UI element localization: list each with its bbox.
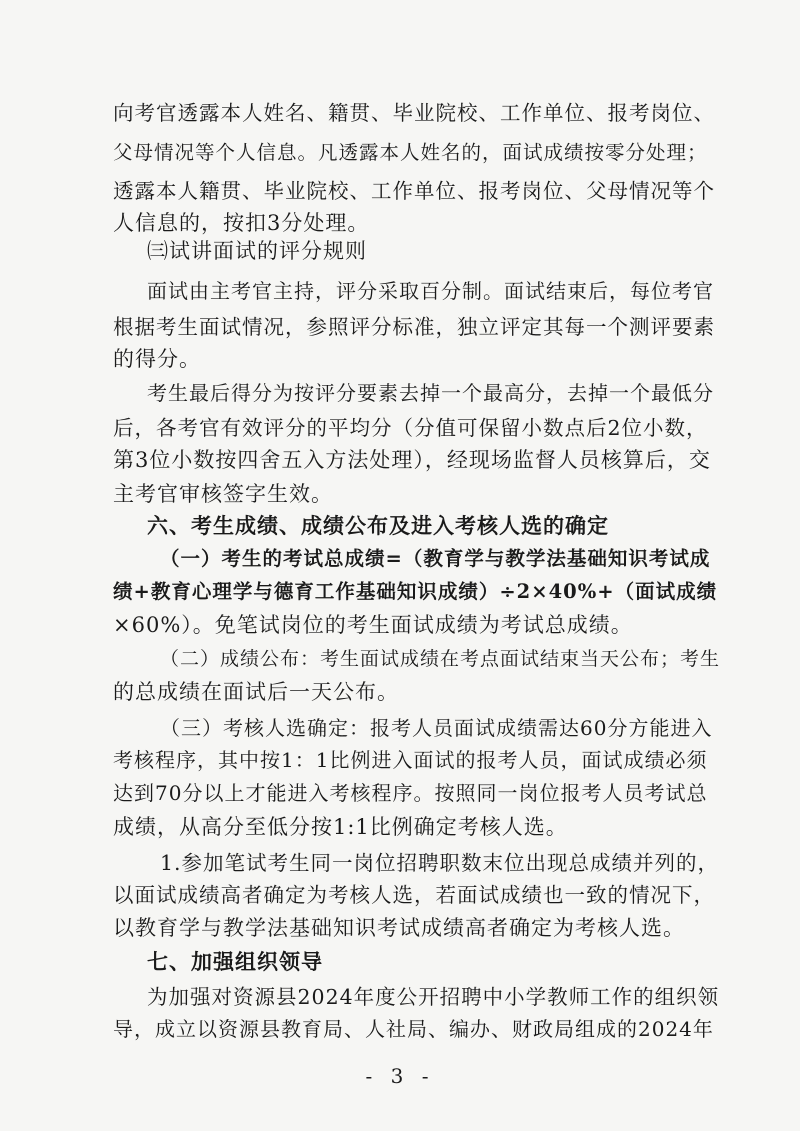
section-heading: 七、加强组织领导 [147,949,323,974]
text-line: 第3位小数按四舍五入方法处理），经现场监督人员核算后，交 [113,448,711,472]
text-line: 根据考生面试情况，参照评分标准，独立评定其每一个测评要素 [113,315,715,339]
text-line: 考生最后得分为按评分要素去掉一个最高分，去掉一个最低分 [147,381,714,405]
text-line: 的得分。 [113,347,201,371]
text-line: 考核程序，其中按1：1比例进入面试的报考人员，面试成绩必须 [113,748,708,772]
text-line: 父母情况等个人信息。凡透露本人姓名的，面试成绩按零分处理； [113,141,708,164]
text-line: 透露本人籍贯、毕业院校、工作单位、报考岗位、父母情况等个 [113,179,715,203]
text-line: 主考官审核签字生效。 [113,482,333,506]
text-line: （一）考生的考试总成绩=（教育学与教学法基础知识考试成 [160,547,711,570]
text-line: （三）考核人选确定：报考人员面试成绩需达60分方能进入 [160,716,713,740]
text-line: ×60%）。免笔试岗位的考生面试成绩为考试总成绩。 [113,613,633,637]
section-subheading: ㈢试讲面试的评分规则 [147,239,367,263]
page-number: - 3 - [365,1064,435,1088]
text-line: 以面试成绩高者确定为考核人选，若面试成绩也一致的情况下， [113,883,715,907]
section-heading: 六、考生成绩、成绩公布及进入考核人选的确定 [147,513,609,538]
text-line: 以教育学与教学法基础知识考试成绩高者确定为考核人选。 [113,916,685,940]
text-line: 向考官透露本人姓名、籍贯、毕业院校、工作单位、报考岗位、 [113,101,715,125]
text-line: 的总成绩在面试后一天公布。 [113,680,399,704]
text-line: 导，成立以资源县教育局、人社局、编办、财政局组成的2024年 [113,1017,714,1041]
text-line: 人信息的，按扣3分处理。 [113,211,370,235]
text-line: 成绩，从高分至低分按1:1比例确定考核人选。 [113,815,568,839]
text-line: 为加强对资源县2024年度公开招聘中小学教师工作的组织领 [147,985,720,1009]
text-line: 面试由主考官主持，评分采取百分制。面试结束后，每位考官 [147,279,714,303]
text-line: 后，各考官有效评分的平均分（分值可保留小数点后2位小数， [113,416,708,440]
text-line: （二）成绩公布：考生面试成绩在考点面试结束当天公布；考生 [160,648,721,670]
text-line: 绩+教育心理学与德育工作基础知识成绩）÷2×40%+（面试成绩 [113,580,718,603]
text-line: 达到70分以上才能进入考核程序。按照同一岗位报考人员考试总 [113,781,708,805]
text-line: 1.参加笔试考生同一岗位招聘职数末位出现总成绩并列的， [160,851,720,875]
